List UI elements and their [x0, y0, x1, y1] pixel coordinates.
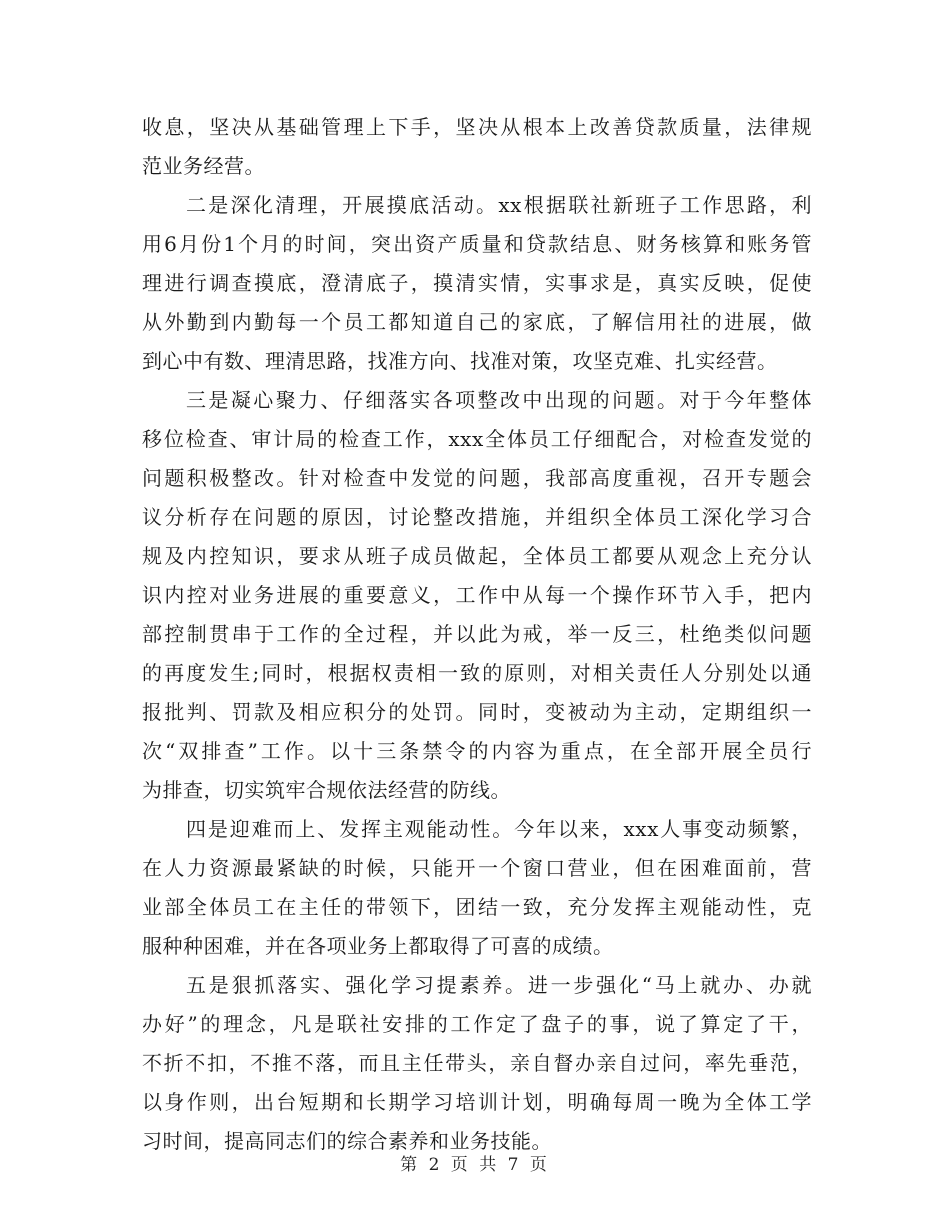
- text-line: 移位检查、审计局的检查工作，xxx全体员工仔细配合，对检查发觉的: [142, 427, 812, 451]
- text-line: 范业务经营。: [142, 154, 265, 178]
- text-line: 识内控对业务进展的重要意义，工作中从每一个操作环节入手，把内: [142, 583, 812, 607]
- text-line: 在人力资源最紧缺的时候，只能开一个窗口营业，但在困难面前，营: [142, 856, 812, 880]
- text-line: 次“双排查”工作。以十三条禁令的内容为重点，在全部开展全员行: [142, 739, 812, 763]
- text-line: 办好”的理念，凡是联社安排的工作定了盘子的事，说了算定了干，: [142, 1012, 812, 1036]
- paragraph-3-line: 三是凝心聚力、仔细落实各项整改中出现的问题。对于今年整体: [186, 388, 812, 412]
- text-line: 部控制贯串于工作的全过程，并以此为戒，举一反三，杜绝类似问题: [142, 622, 812, 646]
- text-line: 服种种困难，并在各项业务上都取得了可喜的成绩。: [142, 934, 614, 958]
- document-body: [142, 108, 812, 1161]
- text-line: 报批判、罚款及相应积分的处罚。同时，变被动为主动，定期组织一: [142, 700, 812, 724]
- page-number-footer: 第 2 页 共 7 页: [400, 1155, 550, 1175]
- paragraph-2-line: 二是深化清理，开展摸底活动。xx根据联社新班子工作思路，利: [186, 193, 812, 217]
- text-line: 不折不扣，不推不落，而且主任带头，亲自督办亲自过问，率先垂范，: [142, 1051, 812, 1075]
- text-line: 议分析存在问题的原因，讨论整改措施，并组织全体员工深化学习合: [142, 505, 812, 529]
- text-line: 以身作则，出台短期和长期学习培训计划，明确每周一晚为全体工学: [142, 1090, 812, 1114]
- text-line: 规及内控知识，要求从班子成员做起，全体员工都要从观念上充分认: [142, 544, 812, 568]
- paragraph-5-line: 五是狠抓落实、强化学习提素养。进一步强化“马上就办、办就: [186, 973, 812, 997]
- text-line: 到心中有数、理清思路，找准方向、找准对策，攻坚克难、扎实经营。: [142, 349, 778, 373]
- text-line: 理进行调查摸底，澄清底子，摸清实情，实事求是，真实反映，促使: [142, 271, 812, 295]
- text-line: 习时间，提高同志们的综合素养和业务技能。: [142, 1129, 552, 1153]
- text-line: 的再度发生;同时，根据权责相一致的原则，对相关责任人分别处以通: [142, 661, 812, 685]
- text-line: 业部全体员工在主任的带领下，团结一致，充分发挥主观能动性，克: [142, 895, 812, 919]
- text-line: 用6月份1个月的时间，突出资产质量和贷款结息、财务核算和账务管: [142, 232, 812, 256]
- text-line: 问题积极整改。针对检查中发觉的问题，我部高度重视，召开专题会: [142, 466, 812, 490]
- text-line: 收息，坚决从基础管理上下手，坚决从根本上改善贷款质量，法律规: [142, 115, 812, 139]
- paragraph-4-line: 四是迎难而上、发挥主观能动性。今年以来，xxx人事变动频繁，: [186, 817, 812, 841]
- text-line: 为排查，切实筑牢合规依法经营的防线。: [142, 778, 511, 802]
- text-line: 从外勤到内勤每一个员工都知道自己的家底，了解信用社的进展，做: [142, 310, 812, 334]
